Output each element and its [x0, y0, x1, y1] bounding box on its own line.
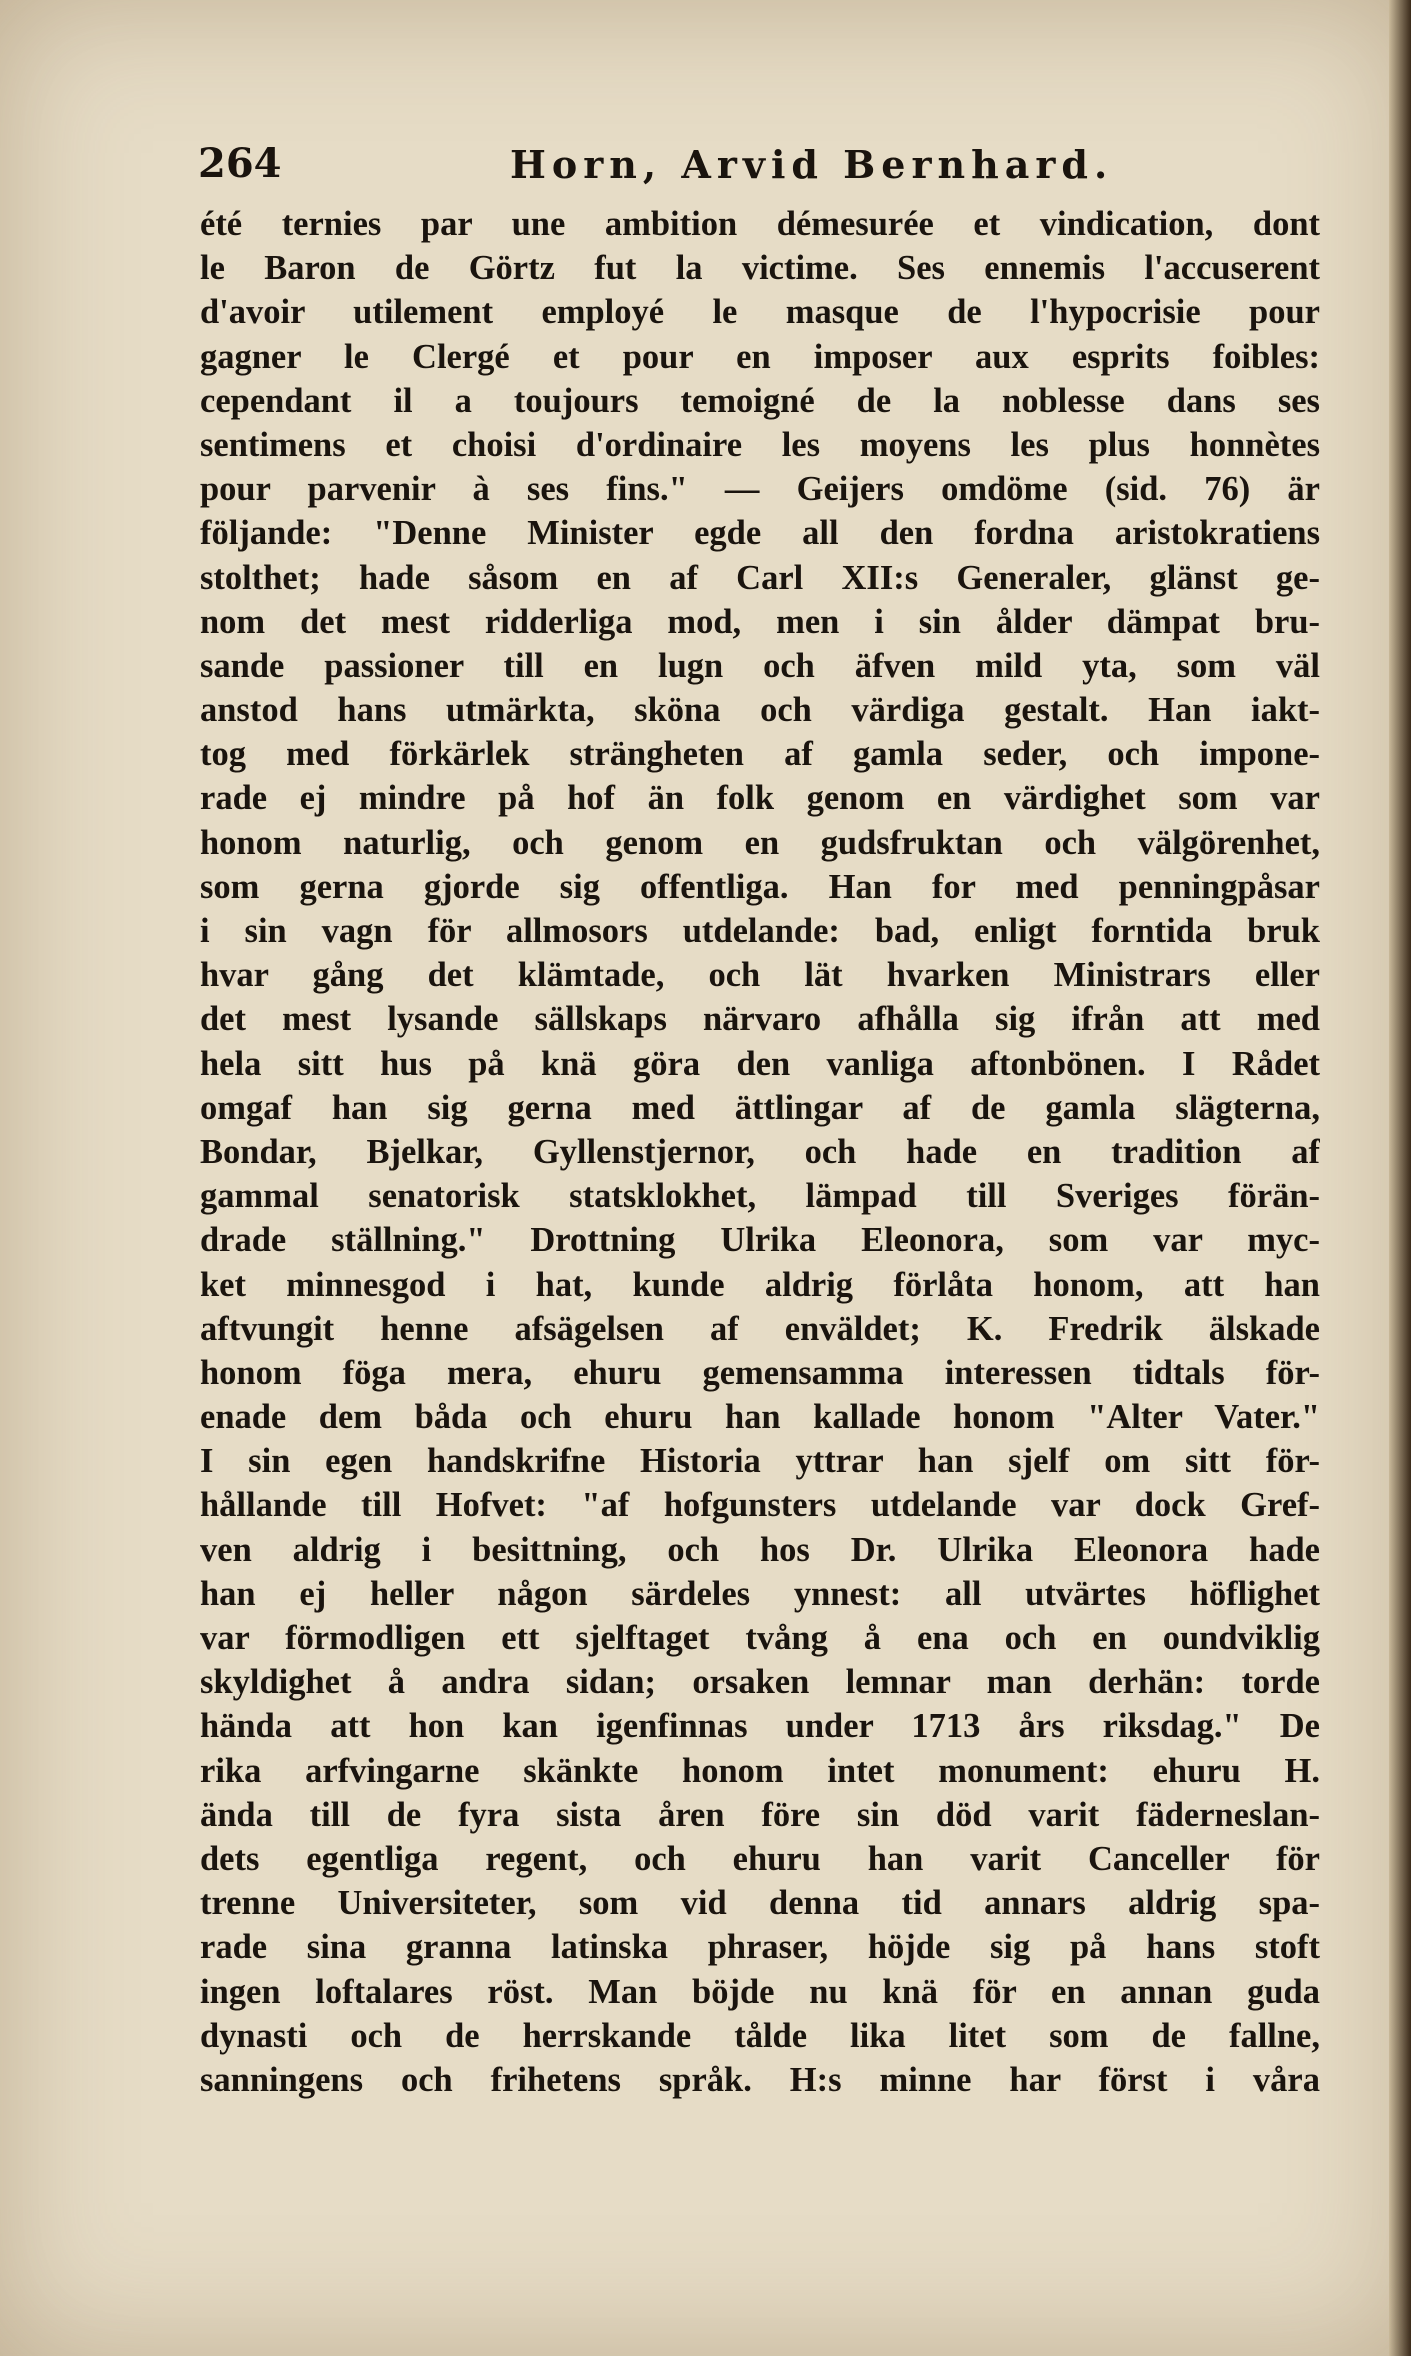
- text-line: drade ställning." Drottning Ulrika Eleonora, som var myc-: [200, 1221, 1320, 1260]
- page-edge: [1389, 0, 1411, 2356]
- text-line: nom det mest ridderliga mod, men i sin ålder dämpat bru-: [200, 602, 1320, 641]
- body-text: [200, 202, 1320, 2102]
- text-line: ingen loftalares röst. Man böjde nu knä för en annan guda: [200, 1972, 1320, 2011]
- text-line: pour parvenir à ses fins." — Geijers omdöme (sid. 76) är: [200, 470, 1320, 509]
- text-line: été ternies par une ambition démesurée et vindication, dont: [200, 205, 1320, 243]
- page-header: [198, 140, 1328, 200]
- text-line: dynasti och de herrskande tålde lika litet som de fallne,: [200, 2016, 1320, 2055]
- text-line: honom föga mera, ehuru gemensamma interessen tidtals för-: [200, 1353, 1320, 1392]
- text-line: stolthet; hade såsom en af Carl XII:s Generaler, glänst ge-: [200, 558, 1320, 597]
- text-line: rade sina granna latinska phraser, höjde sig på hans stoft: [200, 1928, 1320, 1967]
- text-line: Bondar, Bjelkar, Gyllenstjernor, och hade en tradition af: [200, 1132, 1320, 1171]
- text-line: sande passioner till en lugn och äfven mild yta, som väl: [200, 646, 1320, 685]
- text-line: sentimens et choisi d'ordinaire les moyens les plus honnètes: [200, 425, 1320, 464]
- text-line: var förmodligen ett sjelftaget tvång å ena och en oundviklig: [200, 1619, 1320, 1657]
- text-line: cependant il a toujours temoigné de la noblesse dans ses: [200, 381, 1320, 420]
- text-line: som gerna gjorde sig offentliga. Han for med penningpåsar: [200, 867, 1320, 906]
- running-head: Horn, Arvid Bernhard.: [510, 142, 1114, 187]
- text-line: anstod hans utmärkta, sköna och värdiga gestalt. Han iakt-: [200, 691, 1320, 730]
- text-line: hela sitt hus på knä göra den vanliga aftonbönen. I Rådet: [200, 1044, 1320, 1083]
- text-line: ända till de fyra sista åren före sin död varit fäderneslan-: [200, 1795, 1320, 1834]
- text-line: hända att hon kan igenfinnas under 1713 års riksdag." De: [200, 1707, 1320, 1746]
- text-line: i sin vagn för allmosors utdelande: bad, enligt forntida bruk: [200, 912, 1320, 950]
- text-line: följande: "Denne Minister egde all den fordna aristokratiens: [200, 514, 1320, 553]
- text-line: det mest lysande sällskaps närvaro afhålla sig ifrån att med: [200, 1000, 1320, 1039]
- text-line: gagner le Clergé et pour en imposer aux esprits foibles:: [200, 337, 1320, 376]
- text-line: ket minnesgod i hat, kunde aldrig förlåta honom, att han: [200, 1265, 1320, 1304]
- text-line: honom naturlig, och genom en gudsfruktan och välgörenhet,: [200, 823, 1320, 862]
- text-line: rade ej mindre på hof än folk genom en värdighet som var: [200, 779, 1320, 818]
- text-line: I sin egen handskrifne Historia yttrar han sjelf om sitt för-: [200, 1442, 1320, 1481]
- text-line: han ej heller någon särdeles ynnest: all utvärtes höflighet: [200, 1574, 1320, 1613]
- text-line: enade dem båda och ehuru han kallade honom "Alter Vater.": [200, 1398, 1320, 1437]
- text-line: aftvungit henne afsägelsen af enväldet; K. Fredrik älskade: [200, 1309, 1320, 1348]
- text-line: omgaf han sig gerna med ättlingar af de gamla slägterna,: [200, 1088, 1320, 1127]
- text-line: skyldighet å andra sidan; orsaken lemnar man derhän: torde: [200, 1663, 1320, 1702]
- page-number: 264: [198, 140, 282, 187]
- text-line: rika arfvingarne skänkte honom intet monument: ehuru H.: [200, 1751, 1320, 1790]
- text-line: le Baron de Görtz fut la victime. Ses ennemis l'accuserent: [200, 249, 1320, 288]
- text-line: d'avoir utilement employé le masque de l'hypocrisie pour: [200, 293, 1320, 332]
- text-line: tog med förkärlek strängheten af gamla seder, och impone-: [200, 735, 1320, 774]
- text-line: trenne Universiteter, som vid denna tid annars aldrig spa-: [200, 1884, 1320, 1923]
- text-line: gammal senatorisk statsklokhet, lämpad till Sveriges förän-: [200, 1177, 1320, 1216]
- text-line: hållande till Hofvet: "af hofgunsters utdelande var dock Gref-: [200, 1486, 1320, 1525]
- text-line: hvar gång det klämtade, och lät hvarken Ministrars eller: [200, 956, 1320, 995]
- text-line: sanningens och frihetens språk. H:s minne har först i våra: [200, 2060, 1320, 2099]
- text-line: ven aldrig i besittning, och hos Dr. Ulrika Eleonora hade: [200, 1530, 1320, 1569]
- text-line: dets egentliga regent, och ehuru han varit Canceller för: [200, 1839, 1320, 1878]
